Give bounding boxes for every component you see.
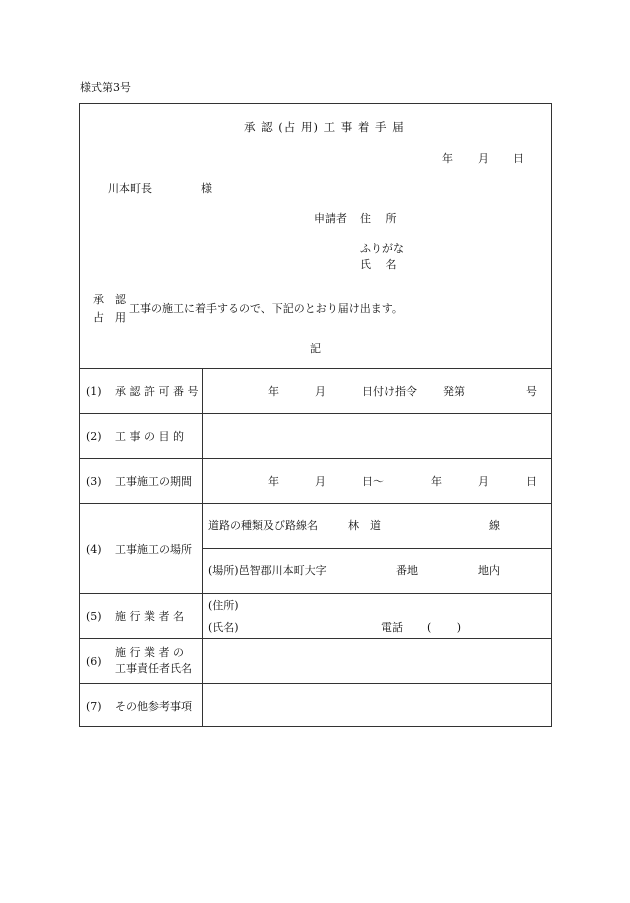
date-day-field[interactable]: 日 xyxy=(513,152,524,165)
column-divider xyxy=(202,368,203,727)
addressee-honorific: 様 xyxy=(201,182,212,195)
form-number: 様式第3号 xyxy=(80,81,131,94)
row1-label: 承 認 許 可 番 号 xyxy=(115,385,199,398)
row5-label: 施 行 業 者 名 xyxy=(115,610,184,623)
row3-end-year-field[interactable]: 年 xyxy=(431,475,442,488)
row4-place-label: (場所)邑智郡川本町大字 xyxy=(208,564,327,577)
row3-number: (3) xyxy=(86,475,102,488)
row1-date-order[interactable]: 日付け指令 xyxy=(362,385,417,398)
applicant-address-field[interactable]: 住 所 xyxy=(360,212,397,225)
row6-label-line2: 工事責任者氏名 xyxy=(115,662,192,675)
row1-issue-prefix[interactable]: 発第 xyxy=(443,385,465,398)
row3-end-day-field[interactable]: 日 xyxy=(526,475,537,488)
statement-text: 工事の施工に着手するので、下記のとおり届け出ます。 xyxy=(129,302,403,315)
date-month-field[interactable]: 月 xyxy=(478,152,489,165)
row5-phone-label: 電話 xyxy=(381,621,403,634)
divider-row1 xyxy=(79,413,552,414)
row7-number: (7) xyxy=(86,700,102,713)
addressee-name: 川本町長 xyxy=(108,182,152,195)
divider-row5 xyxy=(79,638,552,639)
row2-label: 工 事 の 目 的 xyxy=(115,430,184,443)
applicant-name-field[interactable]: 氏 名 xyxy=(360,258,397,271)
row1-month-field[interactable]: 月 xyxy=(315,385,326,398)
row1-number-suffix[interactable]: 号 xyxy=(526,385,537,398)
divider-row4-inner xyxy=(202,548,552,549)
divider-header xyxy=(79,368,552,369)
form-title: 承 認 (占 用) 工 事 着 手 届 xyxy=(244,120,405,134)
form-frame xyxy=(79,103,552,727)
row7-value-field[interactable] xyxy=(204,686,549,725)
row3-end-month-field[interactable]: 月 xyxy=(478,475,489,488)
row1-year-field[interactable]: 年 xyxy=(268,385,279,398)
divider-row4 xyxy=(79,593,552,594)
row3-start-year-field[interactable]: 年 xyxy=(268,475,279,488)
row5-name-field[interactable]: (氏名) xyxy=(208,621,239,634)
option-approval-char1: 承 xyxy=(93,293,104,306)
row5-number: (5) xyxy=(86,610,102,623)
option-occupancy-char2: 用 xyxy=(115,311,126,324)
applicant-furigana-field[interactable]: ふりがな xyxy=(360,242,404,255)
ki-label: 記 xyxy=(310,342,321,355)
row4-line-suffix[interactable]: 線 xyxy=(489,519,500,532)
divider-row3 xyxy=(79,503,552,504)
row3-start-month-field[interactable]: 月 xyxy=(315,475,326,488)
row6-label-line1: 施 行 業 者 の xyxy=(115,646,184,659)
row3-start-day-field[interactable]: 日〜 xyxy=(362,475,384,488)
row4-number: (4) xyxy=(86,543,102,556)
row5-phone-field[interactable]: ( ) xyxy=(427,621,462,634)
row6-value-field[interactable] xyxy=(204,641,549,681)
divider-row2 xyxy=(79,458,552,459)
row6-number: (6) xyxy=(86,655,102,668)
row4-label: 工事施工の場所 xyxy=(115,543,192,556)
row3-label: 工事施工の期間 xyxy=(115,475,192,488)
applicant-label: 申請者 xyxy=(314,212,347,225)
row4-banchi-field[interactable]: 番地 xyxy=(396,564,418,577)
row2-number: (2) xyxy=(86,430,102,443)
row4-road-type[interactable]: 林 道 xyxy=(348,519,381,532)
row5-address-field[interactable]: (住所) xyxy=(208,599,239,612)
row4-chinai-field[interactable]: 地内 xyxy=(478,564,500,577)
option-occupancy-char1: 占 xyxy=(93,311,104,324)
row1-number: (1) xyxy=(86,385,102,398)
date-year-field[interactable]: 年 xyxy=(442,152,453,165)
row4-road-label: 道路の種類及び路線名 xyxy=(208,519,318,532)
row7-label: その他参考事項 xyxy=(115,700,192,713)
row2-value-field[interactable] xyxy=(204,416,549,456)
divider-row6 xyxy=(79,683,552,684)
option-approval-char2: 認 xyxy=(115,293,126,306)
